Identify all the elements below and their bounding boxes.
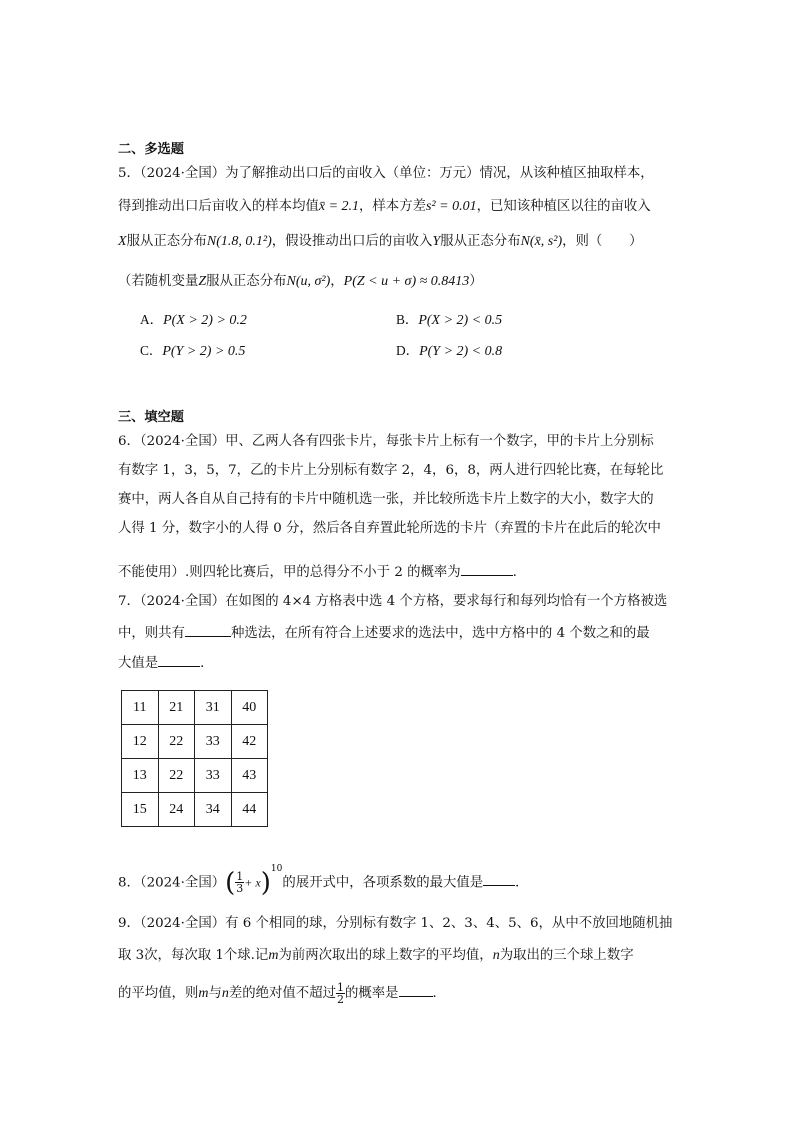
question-5-line-1: 5．（2024·全国）为了解推动出口后的亩收入（单位：万元）情况，从该种植区抽取样本， bbox=[118, 166, 654, 181]
option-c[interactable]: C．P(Y > 2) > 0.5 bbox=[140, 343, 246, 359]
grid-row bbox=[122, 793, 268, 827]
sample-mean: x̄ = 2.1 bbox=[318, 199, 360, 214]
grid-cell[interactable]: 33 bbox=[195, 759, 232, 793]
distribution-y: N(x̄, s²) bbox=[520, 234, 563, 249]
question-7-line-2: 中，则共有 种选法，在所有符合上述要求的选法中，选中方格中的 4 个数之和的最 bbox=[118, 622, 650, 644]
question-5-line-2: 得到推动出口后亩收入的样本均值x̄ = 2.1，样本方差s² = 0.01，已知该种植区以往的亩收入 bbox=[118, 199, 651, 214]
section-title-multi-choice: 二、多选题 bbox=[118, 142, 184, 157]
question-9-line-1: 9．（2024·全国）有 6 个相同的球，分别标有数字 1、2、3、4、5、6，从中不放回地随机抽 bbox=[118, 916, 673, 931]
answer-blank-q7-max[interactable] bbox=[158, 652, 200, 667]
grid-row bbox=[122, 725, 268, 759]
question-5-number: 5．（2024·全国） bbox=[118, 166, 226, 181]
grid-cell[interactable]: 15 bbox=[122, 793, 159, 827]
question-8: 8．（2024·全国）( $\frac{1}{3}$ + x)$^{10}$的展开式中，各项系数的最大值是 ． bbox=[118, 864, 529, 898]
answer-blank-q7-count[interactable] bbox=[185, 622, 231, 637]
question-6-line-3: 赛中，两人各自从自己持有的卡片中随机选一张，并比较所选卡片上数字的大小，数字大的 bbox=[118, 492, 654, 507]
exponent: 10 bbox=[270, 864, 283, 874]
option-a[interactable]: A．P(X > 2) > 0.2 bbox=[140, 312, 247, 328]
answer-blank-q6[interactable] bbox=[461, 561, 513, 576]
question-6-line-5: 不能使用）.则四轮比赛后，甲的总得分不小于 2 的概率为 . bbox=[118, 561, 517, 583]
distribution-x: N(1.8, 0.1²) bbox=[206, 234, 272, 249]
question-5-hint: （若随机变量Z服从正态分布N(u, σ²)，P(Z < u + σ) ≈ 0.8413） bbox=[118, 274, 483, 289]
grid-cell[interactable]: 34 bbox=[195, 793, 232, 827]
answer-blank-q8[interactable] bbox=[483, 871, 515, 886]
grid-cell[interactable]: 24 bbox=[158, 793, 195, 827]
option-d[interactable]: D．P(Y > 2) < 0.8 bbox=[396, 343, 503, 359]
question-6-line-2: 有数字 1，3，5，7，乙的卡片上分别标有数字 2，4，6，8，两人进行四轮比赛，在每轮比 bbox=[118, 463, 664, 478]
grid-cell[interactable]: 11 bbox=[122, 691, 159, 725]
grid-cell[interactable]: 33 bbox=[195, 725, 232, 759]
section-title-fill-blank: 三、填空题 bbox=[118, 410, 184, 425]
question-6-line-1: 6．（2024·全国）甲、乙两人各有四张卡片，每张卡片上标有一个数字，甲的卡片上分别标 bbox=[118, 434, 654, 449]
answer-blank-q9[interactable] bbox=[399, 982, 433, 997]
grid-cell[interactable]: 22 bbox=[158, 759, 195, 793]
grid-row bbox=[122, 691, 268, 725]
fraction-one-third: $\frac{1}{3}$ bbox=[236, 870, 244, 896]
question-9-line-3: 的平均值，则m与n差的绝对值不超过 $\frac{1}{2}$ 的概率是 ． bbox=[118, 981, 446, 1006]
number-grid-4x4 bbox=[121, 690, 268, 827]
grid-cell[interactable]: 40 bbox=[231, 691, 268, 725]
grid-cell[interactable]: 31 bbox=[195, 691, 232, 725]
sample-variance: s² = 0.01 bbox=[425, 199, 477, 214]
question-6-line-4: 人得 1 分，数字小的人得 0 分，然后各自弃置此轮所选的卡片（弃置的卡片在此后的轮次中 bbox=[118, 521, 661, 536]
option-b[interactable]: B．P(X > 2) < 0.5 bbox=[396, 312, 503, 328]
fraction-one-half: $\frac{1}{2}$ bbox=[336, 981, 344, 1006]
grid-cell[interactable]: 12 bbox=[122, 725, 159, 759]
question-7-line-3: 大值是 ． bbox=[118, 652, 214, 674]
grid-cell[interactable]: 21 bbox=[158, 691, 195, 725]
grid-cell[interactable]: 44 bbox=[231, 793, 268, 827]
question-8-number: 8．（2024·全国） bbox=[118, 875, 226, 891]
grid-row bbox=[122, 759, 268, 793]
grid-cell[interactable]: 43 bbox=[231, 759, 268, 793]
question-7-line-1: 7．（2024·全国）在如图的 4×4 方格表中选 4 个方格，要求每行和每列均恰有一个方格被选 bbox=[118, 594, 668, 609]
hint-probability: P(Z < u + σ) ≈ 0.8413 bbox=[343, 274, 470, 289]
grid-cell[interactable]: 13 bbox=[122, 759, 159, 793]
question-9-line-2: 取 3次，每次取 1个球.记m为前两次取出的球上数字的平均值，n为取出的三个球上数字 bbox=[118, 948, 634, 963]
grid-cell[interactable]: 42 bbox=[231, 725, 268, 759]
grid-cell[interactable]: 22 bbox=[158, 725, 195, 759]
question-5-line-3: X服从正态分布N(1.8, 0.1²)，假设推动出口后的亩收入Y服从正态分布N(x̄, s²)，则（ ） bbox=[118, 234, 643, 249]
